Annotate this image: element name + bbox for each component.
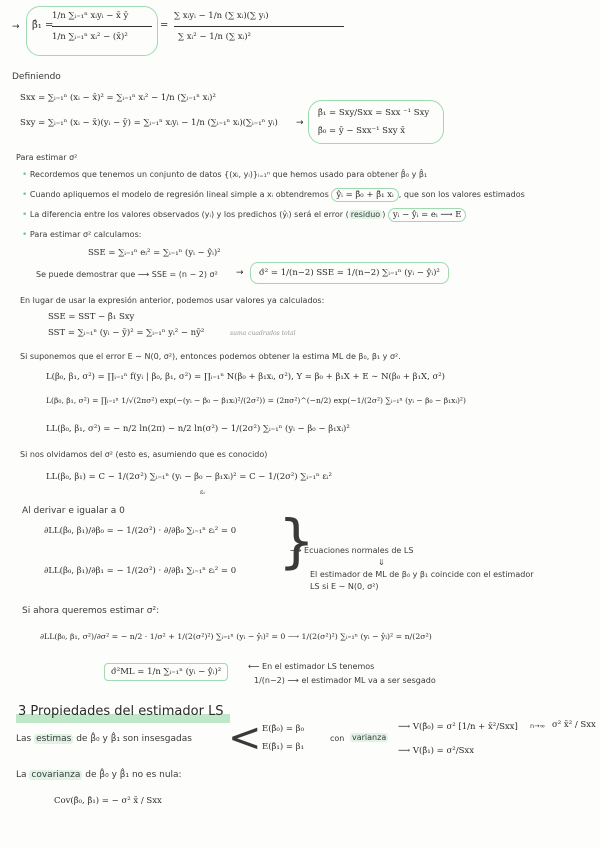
sxy-equation: Sxy = ∑ᵢ₌₁ⁿ (xᵢ − x̄)(yᵢ − ȳ) = ∑ᵢ₌₁ⁿ xᵢyᵢ − 1/n (∑ᵢ₌₁ⁿ xᵢ)(∑ᵢ₌₁ⁿ yᵢ)	[20, 118, 278, 128]
sst-equation: SST = ∑ᵢ₌₁ⁿ (yᵢ − ȳ)² = ∑ᵢ₌₁ⁿ yᵢ² − nȳ²	[48, 328, 205, 338]
residual-equation: yᵢ − ŷᵢ = eᵢ ⟶ E	[388, 208, 467, 222]
estimas-highlight: estimas	[36, 734, 72, 744]
varianza-highlight: varianza	[352, 733, 387, 742]
olvid-line: Si nos olvidamos del σ² (esto es, asumiendo que es conocido)	[20, 450, 268, 459]
bullet-icon: •	[22, 190, 28, 200]
right-brace: }	[278, 507, 315, 575]
demonstrate-line: Se puede demostrar que ⟶ SSE = (n − 2) σ²	[36, 270, 218, 279]
left-brace: <	[228, 715, 262, 761]
bullet-3	[22, 210, 466, 220]
ml-ls-note-1: El estimador de ML de β₀ y β₁ coincide con el estimador	[310, 570, 534, 579]
con-label: con	[330, 734, 345, 743]
fraction-numerator: 1/n ∑ᵢ₌₁ⁿ xᵢyᵢ − x̄ ȳ	[52, 11, 129, 21]
props-line-1	[16, 734, 192, 744]
bullet-icon: •	[22, 170, 28, 180]
alt-line: En lugar de usar la expresión anterior, podemos usar valores ya calculados:	[20, 296, 325, 305]
arrow-icon: →	[296, 118, 304, 128]
ml-intro: Si suponemos que el error E ∼ N(0, σ²), entonces podemos obtener la estima ML de β₀, β₁ y σ².	[20, 352, 401, 361]
beta1-result: β̂₁ = Sxy/Sxx = Sxx ⁻¹ Sxy	[318, 108, 430, 118]
sse-equation: SSE = ∑ᵢ₌₁ⁿ eᵢ² = ∑ᵢ₌₁ⁿ (yᵢ − ŷᵢ)²	[88, 248, 221, 258]
deriv-beta1: ∂LL(β₀, β₁)/∂β₁ = − 1/(2σ²) · ∂/∂β₁ ∑ᵢ₌₁ⁿ εᵢ² = 0	[44, 566, 237, 576]
likelihood-2: L(β₀, β₁, σ²) = ∏ᵢ₌₁ⁿ 1/√(2πσ²) exp(−(yᵢ − β₀ − β₁xᵢ)²/(2σ²)) = (2πσ²)^(−n/2) exp(−1/(2σ²) ∑ᵢ₌₁ⁿ (yᵢ − β₀ − β₁xᵢ)²)	[46, 396, 466, 405]
sig2-derivative: ∂LL(β₀, β₁, σ²)/∂σ² = − n/2 · 1/σ² + 1/(2(σ²)²) ∑ᵢ₌₁ⁿ (yᵢ − ŷᵢ)² = 0 ⟶ 1/(2(σ²)²) ∑ᵢ₌₁ⁿ (yᵢ − ŷᵢ)² = n/(2σ²)	[40, 632, 432, 641]
sst-note: suma cuadrados total	[230, 330, 296, 337]
loglikelihood: LL(β₀, β₁, σ²) = − n/2 ln(2π) − n/2 ln(σ²) − 1/(2σ²) ∑ᵢ₌₁ⁿ (yᵢ − β₀ − β₁xᵢ)²	[46, 424, 350, 434]
equals: =	[160, 20, 169, 31]
ll-simplified: LL(β₀, β₁) = C − 1/(2σ²) ∑ᵢ₌₁ⁿ (yᵢ − β₀ − β₁xᵢ)² = C − 1/(2σ²) ∑ᵢ₌₁ⁿ εᵢ²	[46, 472, 332, 482]
arrow-icon: →	[236, 268, 244, 278]
result-ring	[308, 100, 444, 144]
deriv-label: Al derivar e igualar a 0	[22, 506, 125, 516]
ml-note-1: ⟵ En el estimador LS tenemos	[248, 662, 375, 671]
sse-alt: SSE = SST − β̂₁ Sxy	[48, 312, 135, 322]
fraction-denominator: 1/n ∑ᵢ₌₁ⁿ xᵢ² − (x̄)²	[52, 32, 128, 42]
props-las: Las	[16, 734, 32, 744]
yhat-equation: ŷᵢ = β̂₀ + β̂₁ xᵢ	[331, 188, 398, 202]
bullet-2	[22, 190, 525, 200]
section-title-text: Propiedades del estimador LS	[30, 704, 224, 719]
covarianza-highlight: covarianza	[31, 770, 81, 780]
beta0-result: β̂₀ = ȳ − Sxx⁻¹ Sxy x̄	[318, 126, 406, 136]
definiendo-label: Definiendo	[12, 72, 61, 82]
rhs-fraction-bar	[174, 26, 344, 27]
covariance-equation: Cov(β̂₀, β̂₁) = − σ² x̄ / Sxx	[54, 796, 162, 806]
bullet-icon: •	[22, 210, 28, 220]
variance-limit: σ² x̄² / Sxx	[552, 720, 596, 730]
sxx-equation: Sxx = ∑ᵢ₌₁ⁿ (xᵢ − x̄)² = ∑ᵢ₌₁ⁿ xᵢ² − 1/n (∑ᵢ₌₁ⁿ xᵢ)²	[20, 93, 216, 103]
variance-beta0: ⟶ V(β̂₀) = σ² [1/n + x̄²/Sxx]	[398, 722, 518, 732]
rhs-denominator: ∑ xᵢ² − 1/n (∑ xᵢ)²	[178, 32, 251, 42]
limit-label: n→∞	[530, 722, 545, 730]
bullet-1-text: Recordemos que tenemos un conjunto de datos {(xᵢ, yᵢ)}ᵢ₌₁ⁿ que hemos usado para obtener β̂₀ y β̂₁	[29, 170, 428, 179]
variance-beta1: ⟶ V(β̂₁) = σ²/Sxx	[398, 746, 474, 756]
props-insesgadas: de β̂₀ y β̂₁ son insesgadas	[76, 734, 192, 744]
section-title	[18, 704, 224, 719]
sigma-ml-box: σ̂²ML = 1/n ∑ᵢ₌₁ⁿ (yᵢ − ŷᵢ)²	[104, 663, 228, 681]
likelihood-1	[46, 372, 445, 382]
down-arrow-icon: ⇓	[378, 558, 385, 567]
likelihood-1-model: , Y = β₀ + β₁X + E ∼ N(β₀ + β₁X, σ²)	[291, 372, 445, 382]
bullet-3-text: La diferencia entre los valores observados (yᵢ) y los predichos (ŷᵢ) será el error (	[29, 210, 349, 219]
bullet-2-text: Cuando apliquemos el modelo de regresión lineal simple a xᵢ obtendremos	[29, 190, 329, 199]
bullet-4-text: Para estimar σ² calculamos:	[29, 230, 142, 239]
sig2-label: Si ahora queremos estimar σ²:	[22, 606, 160, 616]
sigma-label: Para estimar σ²	[16, 153, 78, 162]
ml-note-2: 1/(n−2) ⟶ el estimador ML va a ser sesgado	[254, 676, 436, 685]
cov-line	[16, 770, 182, 780]
arrow-icon: →	[12, 22, 20, 32]
expectation-beta1: E(β̂₁) = β₁	[262, 742, 305, 752]
cov-la: La	[16, 770, 27, 780]
fraction-bar	[52, 26, 152, 27]
likelihood-1-main: L(β₀, β₁, σ²) = ∏ᵢ₌₁ⁿ f(yᵢ | β₀, β₁, σ²) = ∏ᵢ₌₁ⁿ N(β₀ + β₁xᵢ, σ²)	[46, 372, 292, 382]
deriv-beta0: ∂LL(β₀, β₁)/∂β₀ = − 1/(2σ²) · ∂/∂β₀ ∑ᵢ₌₁ⁿ εᵢ² = 0	[44, 526, 237, 536]
beta1-lhs: β̂₁ =	[32, 20, 54, 31]
rhs-numerator: ∑ xᵢyᵢ − 1/n (∑ xᵢ)(∑ yᵢ)	[174, 11, 269, 21]
bullet-1	[22, 170, 427, 180]
normal-eq-note: ⟶ Ecuaciones normales de LS	[290, 546, 414, 555]
section-number: 3	[18, 704, 27, 719]
expectation-beta0: E(β̂₀) = β₀	[262, 724, 305, 734]
epsilon-underbrace: εᵢ	[200, 488, 205, 496]
bullet-icon: •	[22, 230, 28, 240]
bullet-3-close: )	[382, 210, 386, 219]
bullet-2-tail: , que son los valores estimados	[398, 190, 525, 199]
residuo-highlight: residuo	[350, 210, 381, 219]
sigma-hat-result: σ̂² = 1/(n−2) SSE = 1/(n−2) ∑ᵢ₌₁ⁿ (yᵢ − ŷᵢ)²	[250, 262, 449, 284]
ml-ls-note-2: LS si E ∼ N(0, σ²)	[310, 582, 379, 591]
cov-text: de β̂₀ y β̂₁ no es nula:	[85, 770, 182, 780]
bullet-4	[22, 230, 141, 240]
